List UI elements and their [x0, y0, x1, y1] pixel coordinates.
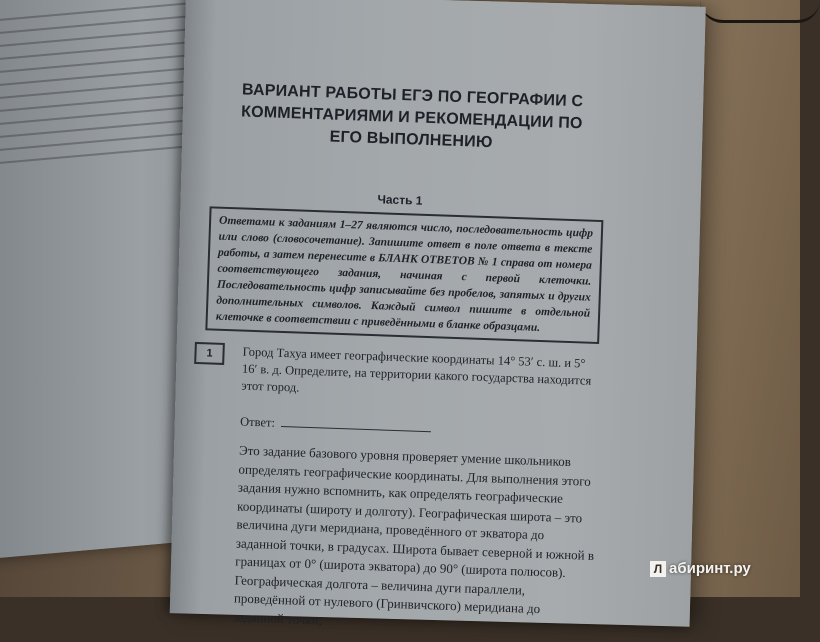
part-heading: Часть 1 — [377, 192, 423, 208]
explanation-text: Это задание базового уровня проверяет умение школьников определять географические координаты. Для выполнения этого задания нужно вспомнить, как определять географические координаты (широту и долготу). Географическая широта – это величина дуги меридиана, проведённого от экватора до заданной точки, в градусах. Широта бывает северной и южной в границах от 0° (широта экватора) до 90° (широта полюсов). Географическая долгота – величина дуги параллели, проведённой от нулевого (Гринвичского) меридиана до заданной точки, — [233, 442, 595, 628]
watermark — [650, 560, 751, 577]
watermark-text: абиринт.ру — [669, 560, 751, 577]
answer-label: Ответ: — [239, 414, 276, 430]
cable — [700, 0, 820, 23]
book-page — [170, 0, 706, 627]
page-content — [185, 78, 604, 639]
answer-line — [281, 414, 431, 432]
task-1 — [193, 342, 595, 407]
labirint-logo-icon: Л — [650, 561, 666, 577]
task-question: Город Тахуа имеет географические координаты 14° 53′ с. ш. и 5° 16′ в. д. Определите, на территории какого государства находится этот город. — [241, 344, 592, 395]
left-page-text-lines — [0, 0, 210, 175]
instructions-box: Ответами к заданиям 1–27 являются число, последовательность цифр или слово (словосочетание). Запишите ответ в поле ответа в тексте работы, а затем перенесите в БЛАНК ОТВЕТОВ № 1 справа от номера соответствующего задания, начиная с первой клеточки. Последовательность цифр записывайте без пробелов, запятых и других дополнительных символов. Каждый символ пишите в отдельной клеточке в соответствии с приведёнными в бланке образцами. — [205, 206, 603, 344]
answer-field — [240, 413, 592, 442]
page-title: ВАРИАНТ РАБОТЫ ЕГЭ ПО ГЕОГРАФИИ С КОММЕНТАРИЯМИ И РЕКОМЕНДАЦИИ ПО ЕГО ВЫПОЛНЕНИЮ — [240, 81, 584, 152]
task-number-box: 1 — [194, 342, 225, 365]
